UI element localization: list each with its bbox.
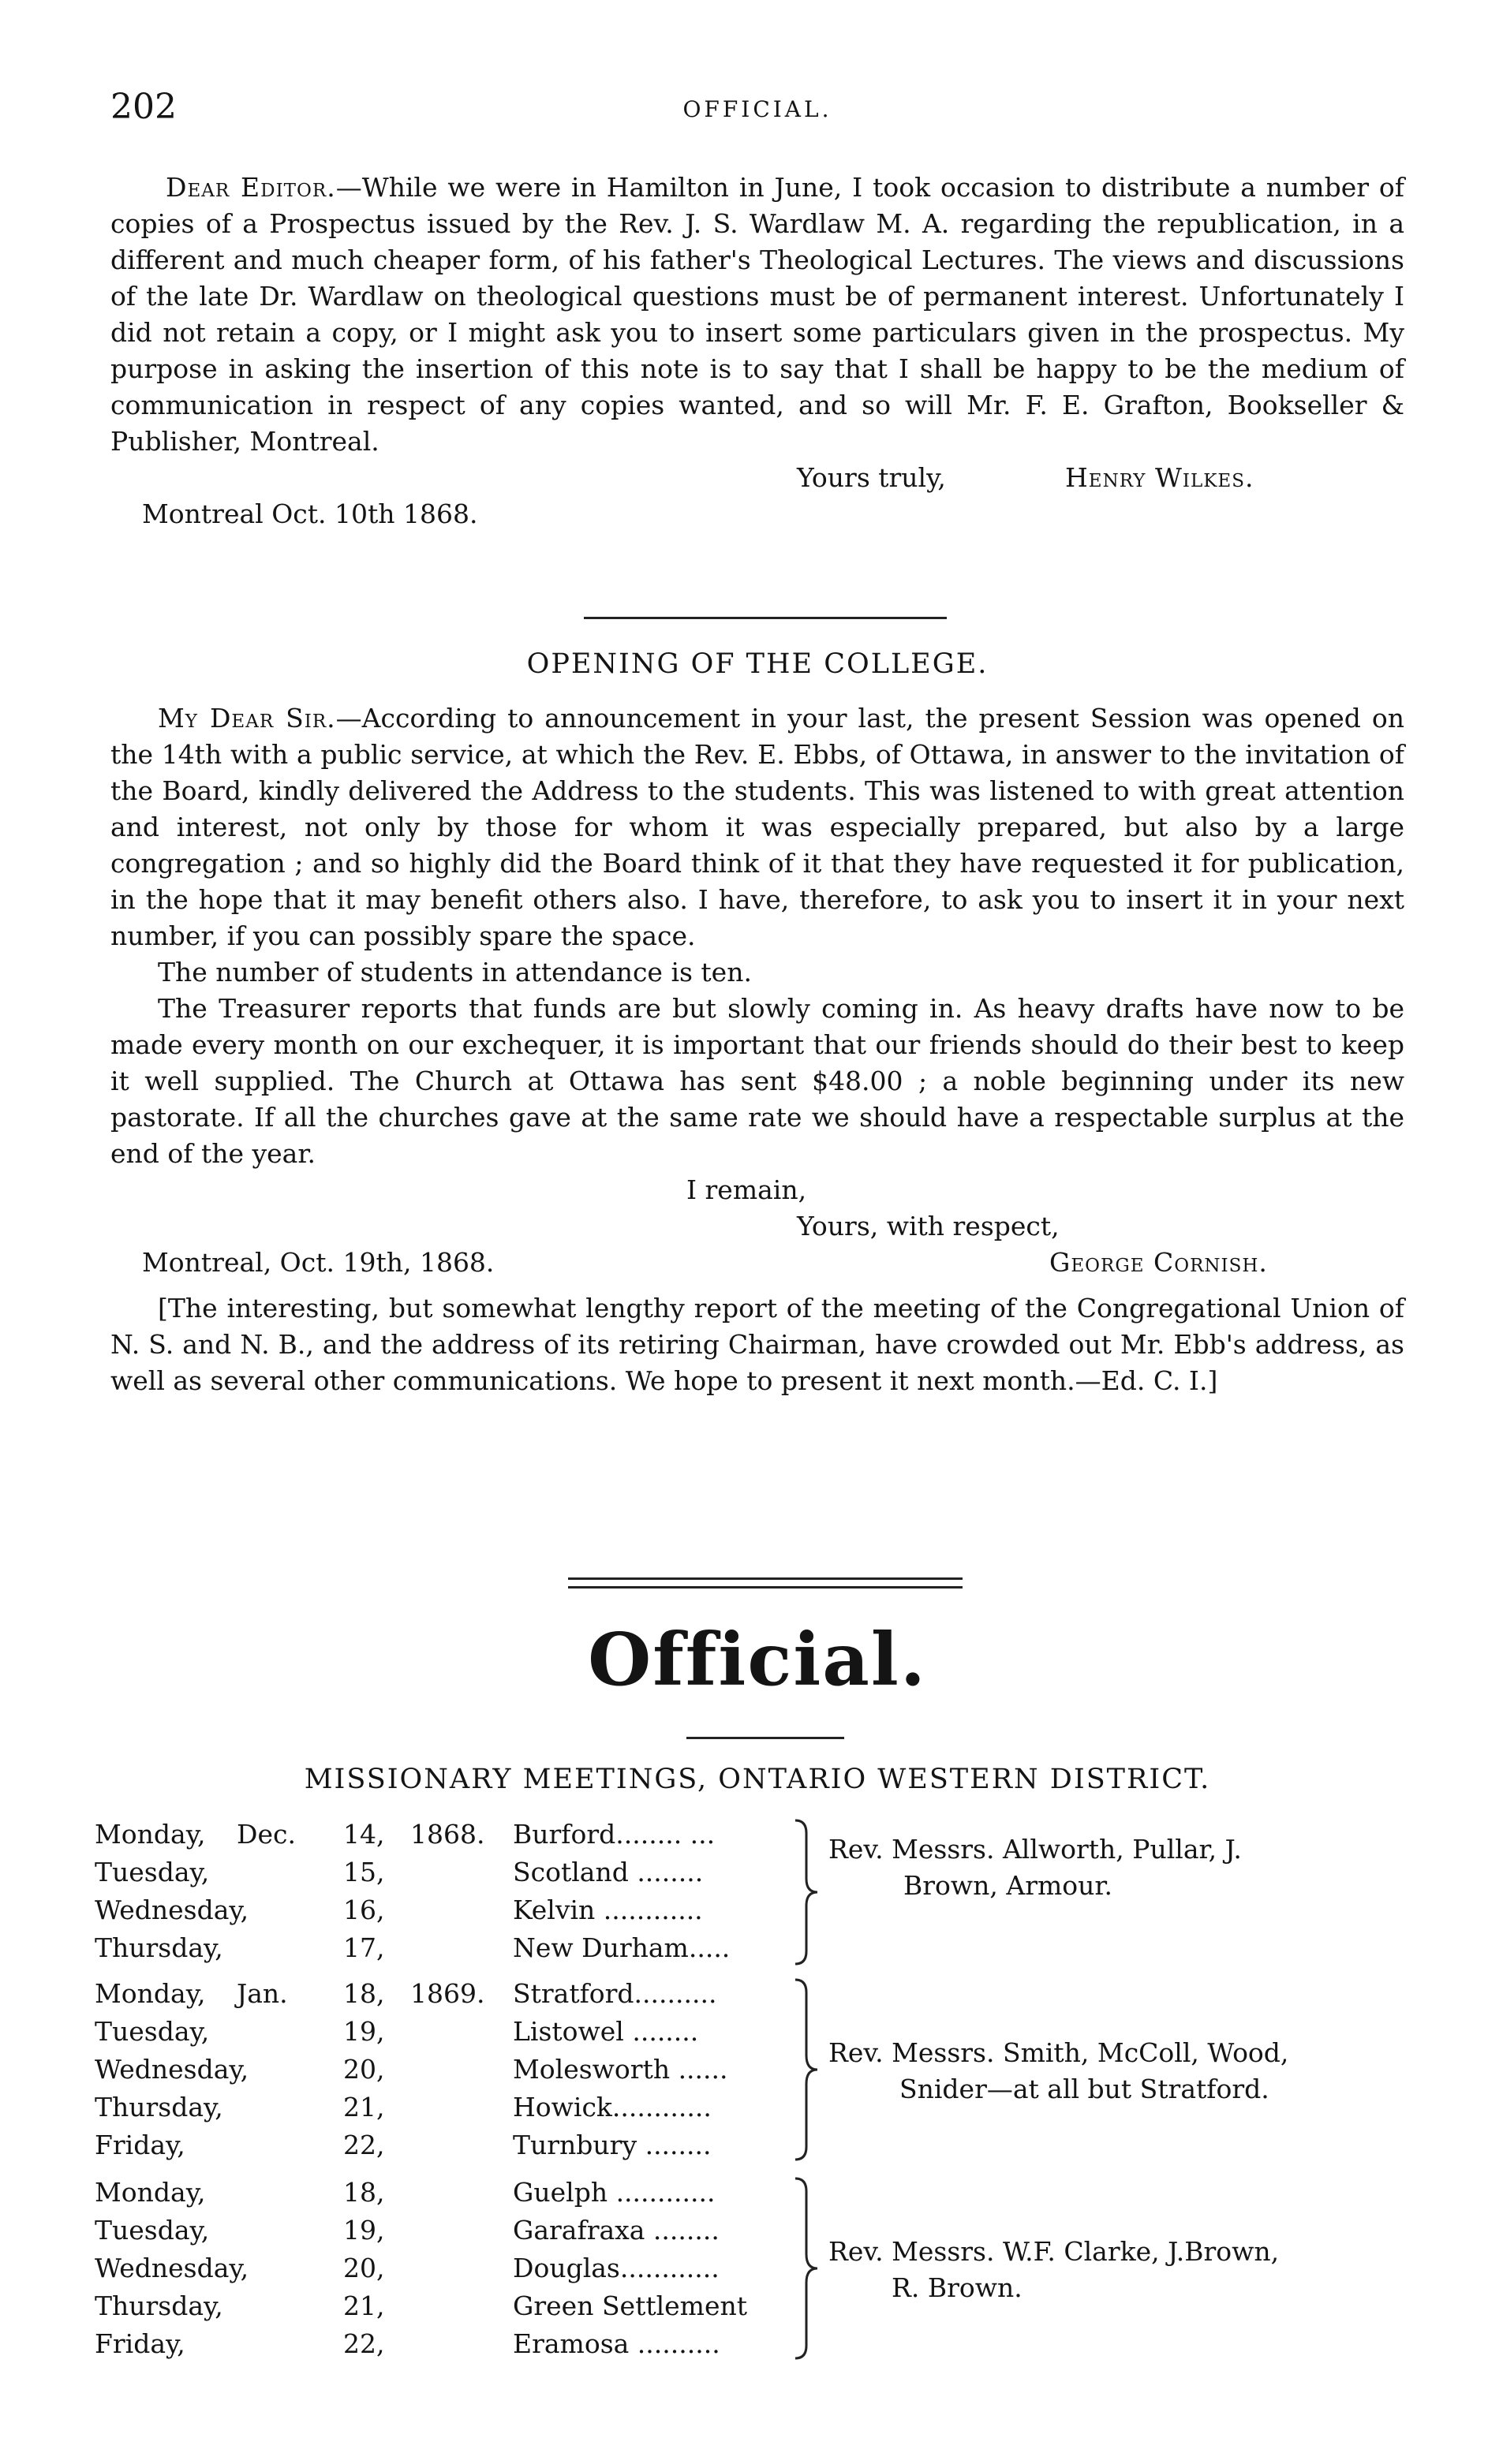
row-place: Green Settlement [513,2290,748,2321]
row-date: 15, [343,1857,385,1887]
ministers-line: Brown, Armour. [903,1870,1113,1901]
ministers-line: Rev. Messrs. Smith, McColl, Wood, [828,2037,1289,2068]
row-date: 19, [343,2016,385,2047]
brace-icon [791,1817,825,1967]
row-date: 14, [343,1819,385,1850]
ministers-group-2 [828,2035,1288,2107]
row-place: Listowel ........ [513,2016,699,2047]
double-divider-rule [568,1577,963,1589]
letter1-date-row [110,496,1404,532]
letter1-signature: Henry Wilkes. [1065,462,1254,493]
opening-para-2: The number of students in attendance is ten. [158,957,752,987]
row-date: 18, [343,2177,385,2208]
row-day: Tuesday, [95,2016,210,2047]
row-month: Jan. [237,1978,288,2009]
opening-closing-1: I remain, [686,1174,807,1205]
divider-rule [584,617,947,619]
row-place: Guelph ............ [513,2177,716,2208]
row-day: Friday, [95,2130,185,2160]
opening-para-3: The Treasurer reports that funds are but slowly coming in. As heavy drafts have now to be made every month on our exchequer, it is important that our friends should do their best to keep it well supplied. The Church at Ottawa has sent $48.00 ; a noble beginning under its new pastorate. If all the churches gave at the same rate we should have a respectable surplus at the end of the year. [110,993,1404,1169]
row-place: New Durham..... [513,1932,731,1963]
row-month: Dec. [237,1819,296,1850]
row-year: 1869. [410,1978,485,2009]
letter1-closing-row [110,460,1404,496]
row-day: Wednesday, [95,2253,249,2283]
row-place: Burford........ ... [513,1819,716,1850]
row-date: 20, [343,2054,385,2085]
row-place: Eramosa .......... [513,2328,720,2359]
running-head: OFFICIAL. [682,96,832,122]
row-day: Monday, [95,1978,206,2009]
row-place: Turnbury ........ [513,2130,712,2160]
row-date: 21, [343,2290,385,2321]
brace-icon [791,1977,825,2163]
row-date: 18, [343,1978,385,2009]
row-year: 1868. [410,1819,485,1850]
row-place: Garafraxa ........ [513,2215,720,2246]
editor-note: [The interesting, but somewhat lengthy report of the meeting of the Congregational Union of N. S. and N. B., and the address of its retiring Chairman, have crowded out Mr. Ebb's address, as well as several other communications. We hope to present it next month.—Ed. C. I.] [110,1293,1404,1396]
row-day: Thursday, [95,2092,223,2122]
row-date: 22, [343,2130,385,2160]
letter1-place-date: Montreal Oct. 10th 1868. [142,498,478,529]
opening-closing-row-2 [110,1208,1404,1245]
row-place: Douglas............ [513,2253,720,2283]
row-date: 17, [343,1932,385,1963]
official-heading: Official. [588,1617,927,1702]
row-day: Tuesday, [95,2215,210,2246]
opening-title: OPENING OF THE COLLEGE. [526,648,989,680]
letter1-closing: Yours truly, [797,462,946,493]
row-place: Howick............ [513,2092,712,2122]
ministers-line: Snider—at all but Stratford. [899,2074,1269,2104]
letter1-body [110,170,1404,460]
row-date: 19, [343,2215,385,2246]
row-place: Molesworth ...... [513,2054,728,2085]
row-day: Wednesday, [95,2054,249,2085]
missionary-meetings-title: MISSIONARY MEETINGS, ONTARIO WESTERN DISTRICT. [304,1764,1211,1795]
page-header [110,87,1404,134]
opening-para-1 [110,700,1404,954]
ministers-line: Rev. Messrs. Allworth, Pullar, J. [828,1834,1242,1865]
row-day: Tuesday, [95,1857,210,1887]
row-date: 22, [343,2328,385,2359]
opening-signature-row [110,1245,1404,1281]
row-day: Wednesday, [95,1895,249,1925]
row-date: 20, [343,2253,385,2283]
row-day: Friday, [95,2328,185,2359]
ministers-line: R. Brown. [892,2272,1023,2303]
letter-wardlaw [110,170,1404,532]
letter1-text: —While we were in Hamilton in June, I took occasion to distribute a number of copies of a Prospectus issued by the Rev. J. S. Wardlaw M. A. regarding the republication, in a different and much cheaper form, of his father's Theological Lectures. The views and discussions of the late Dr. Wardlaw on theological questions must be of permanent interest. Unfortunately I did not retain a copy, or I might ask you to insert some particulars given in the prospectus. My purpose in asking the insertion of this note is to say that I shall be happy to be the medium of communication in respect of any copies wanted, and so will Mr. F. E. Grafton, Bookseller & Publisher, Montreal. [110,172,1404,457]
heading-rule [686,1737,844,1739]
row-date: 16, [343,1895,385,1925]
opening-salutation: My Dear Sir. [158,703,336,734]
opening-place-date: Montreal, Oct. 19th, 1868. [142,1247,495,1278]
ministers-line: Rev. Messrs. W.F. Clarke, J.Brown, [828,2236,1280,2267]
row-day: Monday, [95,1819,206,1850]
row-place: Kelvin ............ [513,1895,703,1925]
brace-icon [791,2175,825,2361]
opening-closing-2: Yours, with respect, [797,1211,1060,1241]
opening-para-1-text: —According to announcement in your last, the present Session was opened on the 14th with a public service, at which the Rev. E. Ebbs, of Ottawa, in answer to the invitation of the Board, kindly delivered the Address to the students. This was listened to with great attention and interest, not only by those for whom it was especially prepared, but also by a large congregation ; and so highly did the Board think of it that they have requested it for publication, in the hope that it may benefit others also. I have, therefore, to ask you to insert it in your next number, if you can possibly spare the space. [110,703,1404,951]
row-day: Thursday, [95,1932,223,1963]
row-day: Thursday, [95,2290,223,2321]
page-number: 202 [110,87,177,127]
row-date: 21, [343,2092,385,2122]
row-day: Monday, [95,2177,206,2208]
letter-opening [110,700,1404,1399]
row-place: Stratford.......... [513,1978,717,2009]
ministers-group-1 [828,1831,1242,1904]
opening-signature: George Cornish. [1049,1247,1268,1278]
ministers-group-3 [828,2234,1279,2306]
letter1-salutation: Dear Editor. [166,172,336,203]
opening-closing-row-1 [110,1172,1404,1208]
row-place: Scotland ........ [513,1857,704,1887]
